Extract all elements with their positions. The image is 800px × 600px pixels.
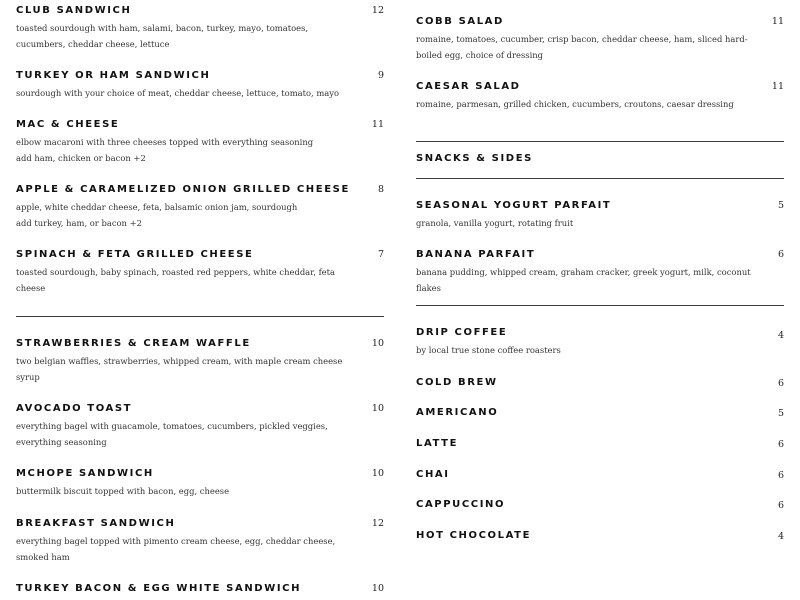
- item-price: 6: [777, 500, 784, 511]
- description-line: toasted sourdough, baby spinach, roasted red peppers, white cheddar, feta: [16, 267, 335, 277]
- item-price: 9: [377, 70, 384, 81]
- item-price: 12: [371, 5, 384, 16]
- item-name: TURKEY BACON & EGG WHITE SANDWICH: [16, 583, 302, 594]
- item-name: TURKEY OR HAM SANDWICH: [16, 70, 211, 81]
- description-line: two belgian waffles, strawberries, whipped cream, with maple cream cheese: [16, 356, 343, 366]
- item-name: HOT CHOCOLATE: [416, 530, 532, 541]
- item-name: COBB SALAD: [416, 16, 504, 27]
- item-name: AMERICANO: [416, 407, 499, 418]
- item-name: SEASONAL YOGURT PARFAIT: [416, 200, 612, 211]
- item-price: 4: [777, 531, 784, 542]
- section-divider: [16, 316, 384, 317]
- menu-item: [16, 183, 384, 231]
- description-line: apple, white cheddar cheese, feta, balsamic onion jam, sourdough: [16, 202, 298, 212]
- item-description: [16, 85, 355, 101]
- item-name: CHAI: [416, 469, 450, 480]
- item-price: 10: [371, 583, 384, 594]
- item-name: APPLE & CARAMELIZED ONION GRILLED CHEESE: [16, 184, 350, 195]
- item-name: CAESAR SALAD: [416, 81, 521, 92]
- item-price: 10: [371, 338, 384, 349]
- menu-item: [416, 529, 784, 543]
- item-description: [16, 134, 355, 166]
- item-name: AVOCADO TOAST: [16, 403, 133, 414]
- menu-item: [16, 69, 384, 101]
- item-description: [416, 31, 755, 63]
- item-description: [16, 483, 355, 499]
- item-price: 7: [377, 249, 384, 260]
- item-price: 6: [777, 439, 784, 450]
- item-description: [416, 264, 755, 296]
- menu-item: [416, 406, 784, 420]
- description-line: flakes: [416, 283, 441, 293]
- description-line: granola, vanilla yogurt, rotating fruit: [416, 218, 574, 228]
- description-line: romaine, tomatoes, cucumber, crisp bacon, cheddar cheese, ham, sliced hard-: [416, 34, 748, 44]
- menu-item: [416, 15, 784, 63]
- item-name: BREAKFAST SANDWICH: [16, 518, 176, 529]
- description-line: romaine, parmesan, grilled chicken, cucumbers, croutons, caesar dressing: [416, 99, 734, 109]
- item-name: LATTE: [416, 438, 459, 449]
- item-name: SPINACH & FETA GRILLED CHEESE: [16, 249, 254, 260]
- item-description: [16, 418, 355, 450]
- description-line: everything bagel topped with pimento cream cheese, egg, cheddar cheese,: [16, 536, 336, 546]
- description-line: add turkey, ham, or bacon +2: [16, 218, 142, 228]
- item-description: [16, 353, 355, 385]
- item-description: [16, 264, 355, 296]
- item-description: [16, 533, 355, 565]
- item-name: DRIP COFFEE: [416, 327, 508, 338]
- description-line: buttermilk biscuit topped with bacon, egg, cheese: [16, 486, 230, 496]
- menu-item: [16, 118, 384, 166]
- section-divider: [416, 178, 784, 179]
- menu-item: [16, 467, 384, 499]
- description-line: banana pudding, whipped cream, graham cracker, greek yogurt, milk, coconut: [416, 267, 751, 277]
- menu-item: [16, 582, 384, 596]
- item-price: 12: [371, 518, 384, 529]
- description-line: add ham, chicken or bacon +2: [16, 153, 146, 163]
- item-name: STRAWBERRIES & CREAM WAFFLE: [16, 338, 251, 349]
- item-price: 10: [371, 403, 384, 414]
- description-line: cucumbers, cheddar cheese, lettuce: [16, 39, 170, 49]
- item-description: [416, 96, 755, 112]
- menu-item: [416, 248, 784, 296]
- menu-item: [16, 4, 384, 52]
- item-price: 6: [777, 378, 784, 389]
- item-description: [16, 199, 355, 231]
- menu-item: [416, 376, 784, 390]
- menu-item: [416, 498, 784, 512]
- item-price: 11: [771, 16, 784, 27]
- menu-item: [416, 199, 784, 231]
- menu-item: [416, 80, 784, 112]
- menu-item: [16, 337, 384, 385]
- item-price: 6: [777, 470, 784, 481]
- menu-item: [416, 468, 784, 482]
- item-price: 6: [777, 249, 784, 260]
- description-line: sourdough with your choice of meat, cheddar cheese, lettuce, tomato, mayo: [16, 88, 340, 98]
- item-price: 4: [777, 330, 784, 341]
- item-price: 10: [371, 468, 384, 479]
- item-name: MCHOPE SANDWICH: [16, 468, 154, 479]
- menu-item: [16, 402, 384, 450]
- item-name: BANANA PARFAIT: [416, 249, 536, 260]
- description-line: smoked ham: [16, 552, 70, 562]
- description-line: everything bagel with guacamole, tomatoes, cucumbers, pickled veggies,: [16, 421, 328, 431]
- item-description: [416, 215, 755, 231]
- section-divider: [416, 305, 784, 306]
- description-line: cheese: [16, 283, 46, 293]
- item-price: 11: [371, 119, 384, 130]
- item-description: [416, 342, 755, 358]
- item-price: 8: [377, 184, 384, 195]
- menu-item: [16, 517, 384, 565]
- item-name: CAPPUCCINO: [416, 499, 506, 510]
- menu-item: [416, 437, 784, 451]
- item-price: 11: [771, 81, 784, 92]
- description-line: syrup: [16, 372, 40, 382]
- item-name: CLUB SANDWICH: [16, 5, 132, 16]
- description-line: boiled egg, choice of dressing: [416, 50, 544, 60]
- description-line: by local true stone coffee roasters: [416, 345, 561, 355]
- item-price: 5: [777, 408, 784, 419]
- item-description: [16, 20, 355, 52]
- menu-item: [416, 326, 784, 358]
- item-name: COLD BREW: [416, 377, 498, 388]
- item-name: MAC & CHEESE: [16, 119, 120, 130]
- section-divider: [416, 141, 784, 142]
- description-line: everything seasoning: [16, 437, 107, 447]
- section-title: SNACKS & SIDES: [416, 153, 533, 164]
- menu-item: [16, 248, 384, 296]
- description-line: elbow macaroni with three cheeses topped with everything seasoning: [16, 137, 314, 147]
- description-line: toasted sourdough with ham, salami, bacon, turkey, mayo, tomatoes,: [16, 23, 309, 33]
- item-price: 5: [777, 200, 784, 211]
